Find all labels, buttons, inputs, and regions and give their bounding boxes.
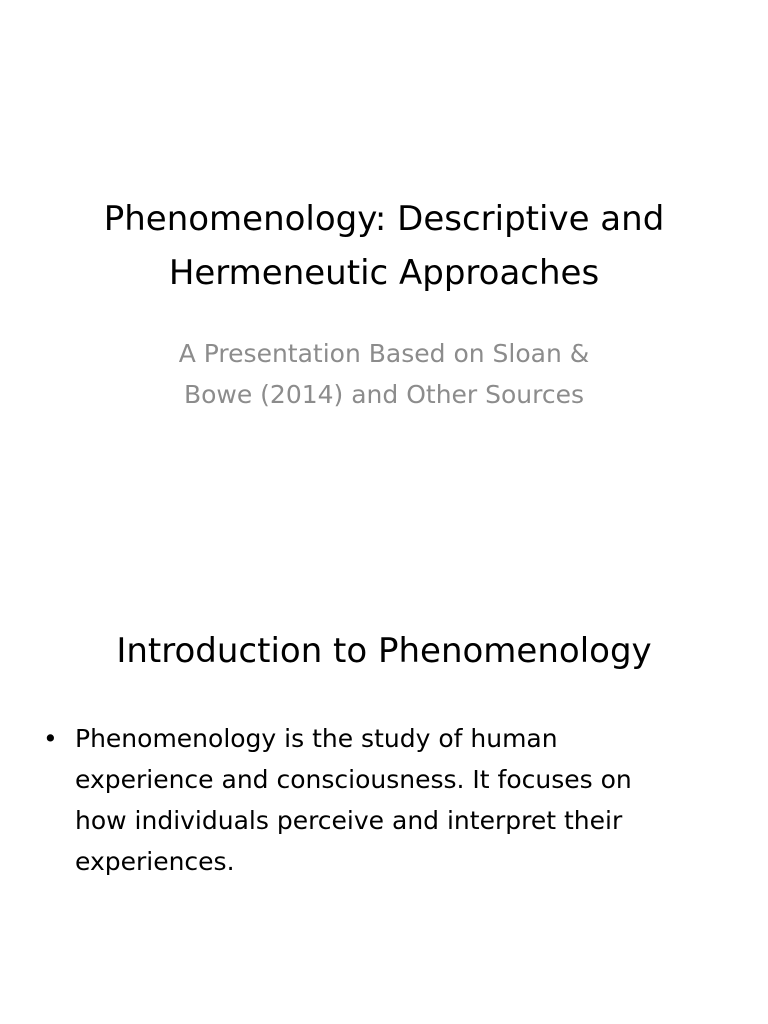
subtitle-line: A Presentation Based on Sloan & — [178, 339, 590, 368]
title-line: Hermeneutic Approaches — [168, 253, 600, 293]
bullet-text-line: experiences. — [75, 847, 235, 876]
bullet-icon: • — [43, 724, 58, 753]
bullet-item — [40, 718, 700, 882]
content-slide — [0, 576, 768, 1024]
bullet-text-line: Phenomenology is the study of human — [75, 724, 558, 753]
subtitle-line: Bowe (2014) and Other Sources — [183, 380, 585, 409]
presentation-title — [40, 192, 728, 300]
slide-heading: Introduction to Phenomenology — [116, 631, 652, 671]
bullet-text-line: how individuals perceive and interpret their — [75, 806, 623, 835]
bullet-list — [40, 718, 700, 882]
bullet-text-line: experience and consciousness. It focuses on — [75, 765, 632, 794]
title-line: Phenomenology: Descriptive and — [103, 199, 665, 239]
presentation-subtitle — [100, 333, 668, 415]
